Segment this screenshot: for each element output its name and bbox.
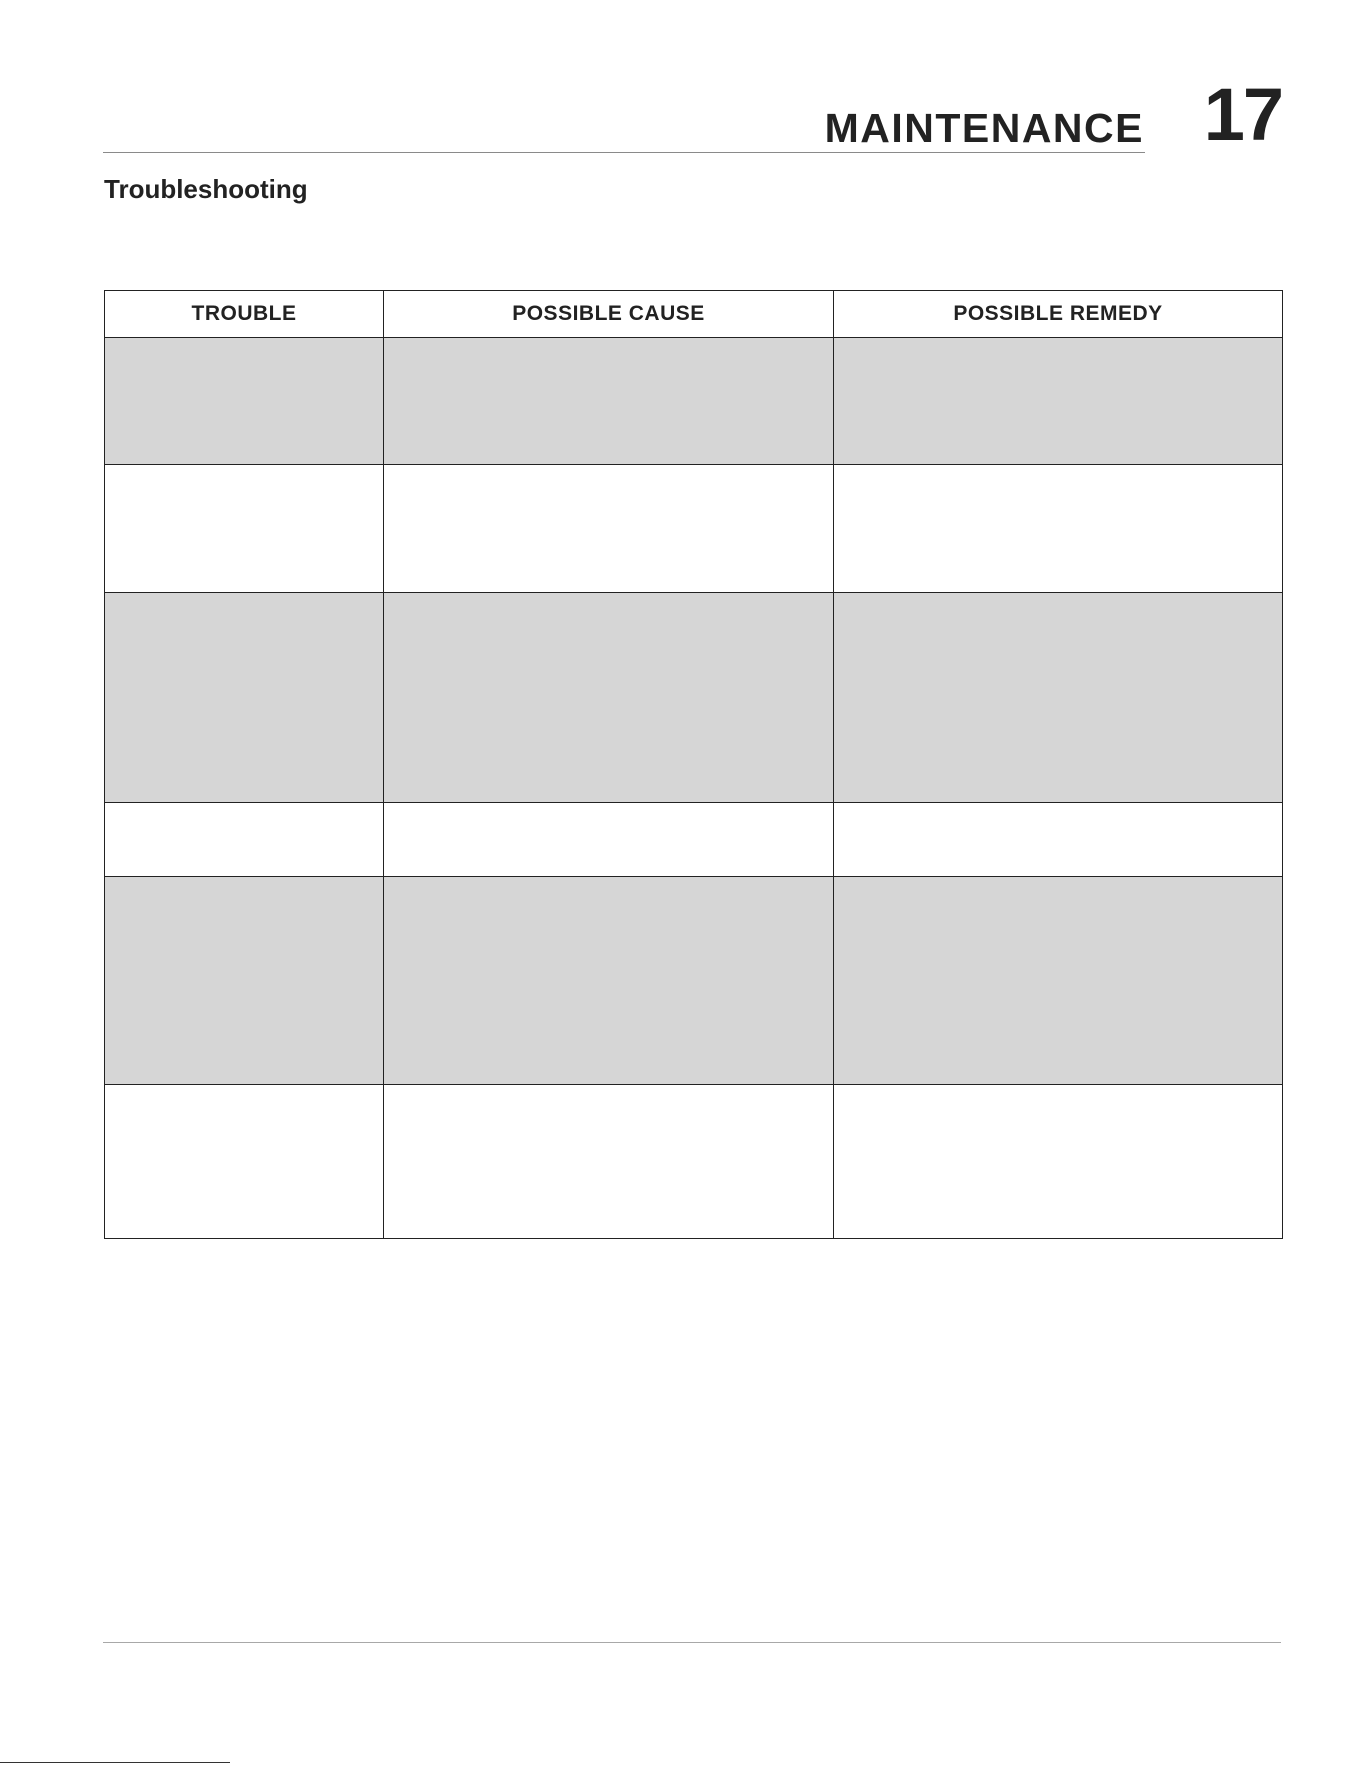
remedy-cell — [834, 593, 1283, 803]
column-header-possible-remedy: POSSIBLE REMEDY — [834, 291, 1283, 338]
page-number: 17 — [1203, 73, 1282, 156]
table-row — [105, 1085, 1283, 1239]
header-rule — [103, 152, 1145, 153]
cause-cell — [384, 803, 834, 877]
section-title: MAINTENANCE — [824, 105, 1144, 151]
cause-cell — [384, 338, 834, 465]
table-row — [105, 877, 1283, 1085]
remedy-cell — [834, 877, 1283, 1085]
remedy-cell — [834, 803, 1283, 877]
table-row — [105, 338, 1283, 465]
table-row — [105, 593, 1283, 803]
column-header-trouble: TROUBLE — [105, 291, 384, 338]
remedy-cell — [834, 465, 1283, 593]
subheading: Troubleshooting — [104, 174, 308, 204]
trouble-cell — [105, 593, 384, 803]
footer-rule — [103, 1642, 1281, 1643]
trouble-cell — [105, 465, 384, 593]
column-header-possible-cause: POSSIBLE CAUSE — [384, 291, 834, 338]
table-row — [105, 803, 1283, 877]
remedy-cell — [834, 338, 1283, 465]
troubleshooting-table — [104, 290, 1283, 1239]
footer-mark — [0, 1762, 230, 1763]
table-row — [105, 465, 1283, 593]
cause-cell — [384, 465, 834, 593]
table-header-row — [105, 291, 1283, 338]
remedy-cell — [834, 1085, 1283, 1239]
trouble-cell — [105, 803, 384, 877]
trouble-cell — [105, 877, 384, 1085]
trouble-cell — [105, 338, 384, 465]
cause-cell — [384, 593, 834, 803]
cause-cell — [384, 1085, 834, 1239]
cause-cell — [384, 877, 834, 1085]
trouble-cell — [105, 1085, 384, 1239]
